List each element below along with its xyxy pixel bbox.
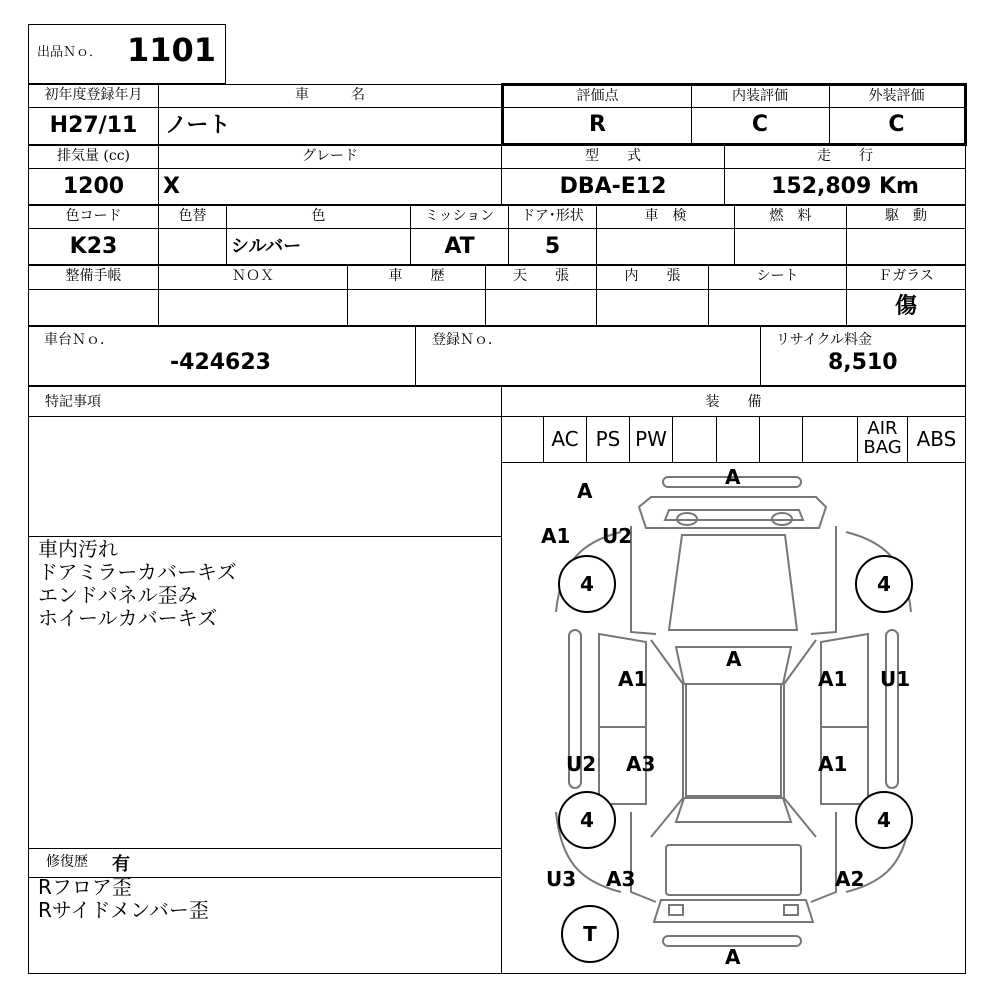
- color-label: 色: [226, 205, 411, 229]
- damage-left-front-door: A1: [618, 667, 648, 691]
- inspection-value: [596, 228, 735, 265]
- exterior-value: C: [888, 112, 905, 137]
- rear-window-shape: [676, 798, 791, 822]
- score-value: R: [504, 108, 692, 143]
- repair-line-1: Rフロア歪: [38, 875, 132, 899]
- equipment-slot-5: [673, 416, 717, 462]
- color-change-value: [158, 228, 227, 265]
- right-pillar-shape: [784, 640, 816, 837]
- tire-rear-left: 4: [558, 791, 616, 849]
- chassis-value: -424623: [170, 350, 271, 375]
- damage-hood: A: [577, 479, 593, 503]
- equipment-airbag: AIR BAG: [858, 416, 908, 462]
- equipment-pw: PW: [630, 416, 673, 462]
- grade-value: X: [158, 168, 502, 205]
- maintenance-value: [28, 289, 159, 326]
- tire-front-right: 4: [855, 555, 913, 613]
- remarks-area: [28, 416, 502, 849]
- mission-label: ミッション: [410, 205, 509, 229]
- exterior-label: 外装評価: [829, 86, 964, 108]
- repair-label: 修復歴: [46, 854, 88, 870]
- lot-box: [28, 24, 226, 84]
- equipment-slot-7: [760, 416, 803, 462]
- sunroof-label: 天 張: [485, 265, 597, 290]
- remark-line-1: 車内汚れ: [38, 537, 118, 561]
- remarks-label: 特記事項: [28, 386, 502, 417]
- damage-rear-left-quarter-2: A3: [606, 867, 636, 891]
- left-front-fender-shape: [631, 526, 656, 634]
- equipment-slot-6: [717, 416, 760, 462]
- drive-value: [846, 228, 966, 265]
- car-name-label: 車 名: [158, 84, 502, 108]
- damage-front-left-fender-1: A1: [541, 524, 571, 548]
- equipment-slot-1: [501, 416, 544, 462]
- history-value: [347, 289, 486, 326]
- interior-value: C: [691, 108, 830, 143]
- lot-number: 1101: [127, 31, 217, 69]
- first-reg-label: 初年度登録年月: [28, 84, 159, 108]
- damage-left-rear-door: A3: [626, 752, 656, 776]
- right-skirt-shape: [886, 630, 898, 788]
- grille-shape: [665, 510, 803, 520]
- right-rear-quarter-shape: [811, 812, 836, 902]
- mileage-value: 152,809 Km: [724, 168, 966, 205]
- fuel-value: [734, 228, 847, 265]
- color-change-label: 色替: [158, 205, 227, 229]
- damage-rear-left-quarter-1: U3: [546, 867, 577, 891]
- fuel-label: 燃 料: [734, 205, 847, 229]
- displacement-value: 1200: [28, 168, 159, 205]
- registration-label: 登録Ｎｏ．: [432, 332, 502, 348]
- equipment-slot-8: [803, 416, 858, 462]
- maintenance-label: 整備手帳: [28, 265, 159, 290]
- left-taillight-shape: [669, 905, 683, 915]
- damage-rear-bumper: A: [725, 945, 741, 969]
- fglass-label: Ｆガラス: [846, 265, 966, 290]
- tire-front-left: 4: [558, 555, 616, 613]
- nox-label: ＮＯＸ: [158, 265, 348, 290]
- damage-left-rear-side: U2: [566, 752, 597, 776]
- damage-right-side-1: U1: [880, 667, 911, 691]
- mission-value: AT: [410, 228, 509, 265]
- remark-line-2: ドアミラーカバーキズ: [38, 560, 237, 584]
- drive-label: 駆 動: [846, 205, 966, 229]
- tire-rear-right: 4: [855, 791, 913, 849]
- roof-shape: [686, 684, 781, 796]
- color-value: シルバー: [226, 228, 411, 265]
- left-pillar-shape: [651, 640, 683, 837]
- repair-line-2: Rサイドメンバー歪: [38, 898, 209, 922]
- mileage-label: 走 行: [724, 145, 966, 169]
- fglass-value: 傷: [846, 289, 966, 326]
- model-value: DBA-E12: [501, 168, 725, 205]
- seat-label: シート: [708, 265, 847, 290]
- doors-value: 5: [508, 228, 597, 265]
- recycle-label: リサイクル料金: [776, 332, 873, 348]
- car-name-value: ノート: [158, 107, 502, 145]
- right-front-fender-shape: [811, 526, 836, 634]
- equipment-label: 装 備: [501, 386, 966, 417]
- damage-right-rear-door: A1: [818, 752, 848, 776]
- equipment-abs: ABS: [916, 427, 957, 451]
- inner-value: [596, 289, 709, 326]
- spare-tire: T: [561, 905, 619, 963]
- first-reg-value: H27/11: [28, 107, 159, 145]
- color-code-value: K23: [28, 228, 159, 265]
- rear-panel-shape: [654, 900, 813, 922]
- chassis-label: 車台Ｎｏ．: [44, 332, 114, 348]
- nox-value: [158, 289, 348, 326]
- recycle-value: 8,510: [828, 350, 898, 375]
- sunroof-value: [485, 289, 597, 326]
- repair-header: [28, 848, 502, 878]
- equipment-ps: PS: [587, 416, 630, 462]
- inner-label: 内 張: [596, 265, 709, 290]
- model-label: 型 式: [501, 145, 725, 169]
- seat-value: [708, 289, 847, 326]
- doors-label: ドア･形状: [508, 205, 597, 229]
- damage-front-left-fender-2: U2: [602, 524, 633, 548]
- car-outline-diagram: [501, 462, 966, 974]
- remark-line-3: エンドパネル歪み: [38, 583, 198, 607]
- equipment-ac: AC: [544, 416, 587, 462]
- repair-status: 有: [112, 854, 130, 875]
- damage-right-front-door: A1: [818, 667, 848, 691]
- right-taillight-shape: [784, 905, 798, 915]
- damage-roof: A: [726, 647, 742, 671]
- tailgate-shape: [666, 845, 801, 895]
- history-label: 車 歴: [347, 265, 486, 290]
- damage-front-bumper: A: [725, 465, 741, 489]
- hood-shape: [669, 535, 797, 630]
- remark-line-4: ホイールカバーキズ: [38, 606, 218, 630]
- inspection-label: 車 検: [596, 205, 735, 229]
- interior-label: 内装評価: [691, 86, 830, 108]
- damage-rear-right-quarter: A2: [835, 867, 865, 891]
- displacement-label: 排気量 (cc): [28, 145, 159, 169]
- grade-label: グレード: [158, 145, 502, 169]
- color-code-label: 色コード: [28, 205, 159, 229]
- score-label: 評価点: [504, 86, 692, 108]
- lot-label: 出品Ｎｏ．: [37, 45, 103, 60]
